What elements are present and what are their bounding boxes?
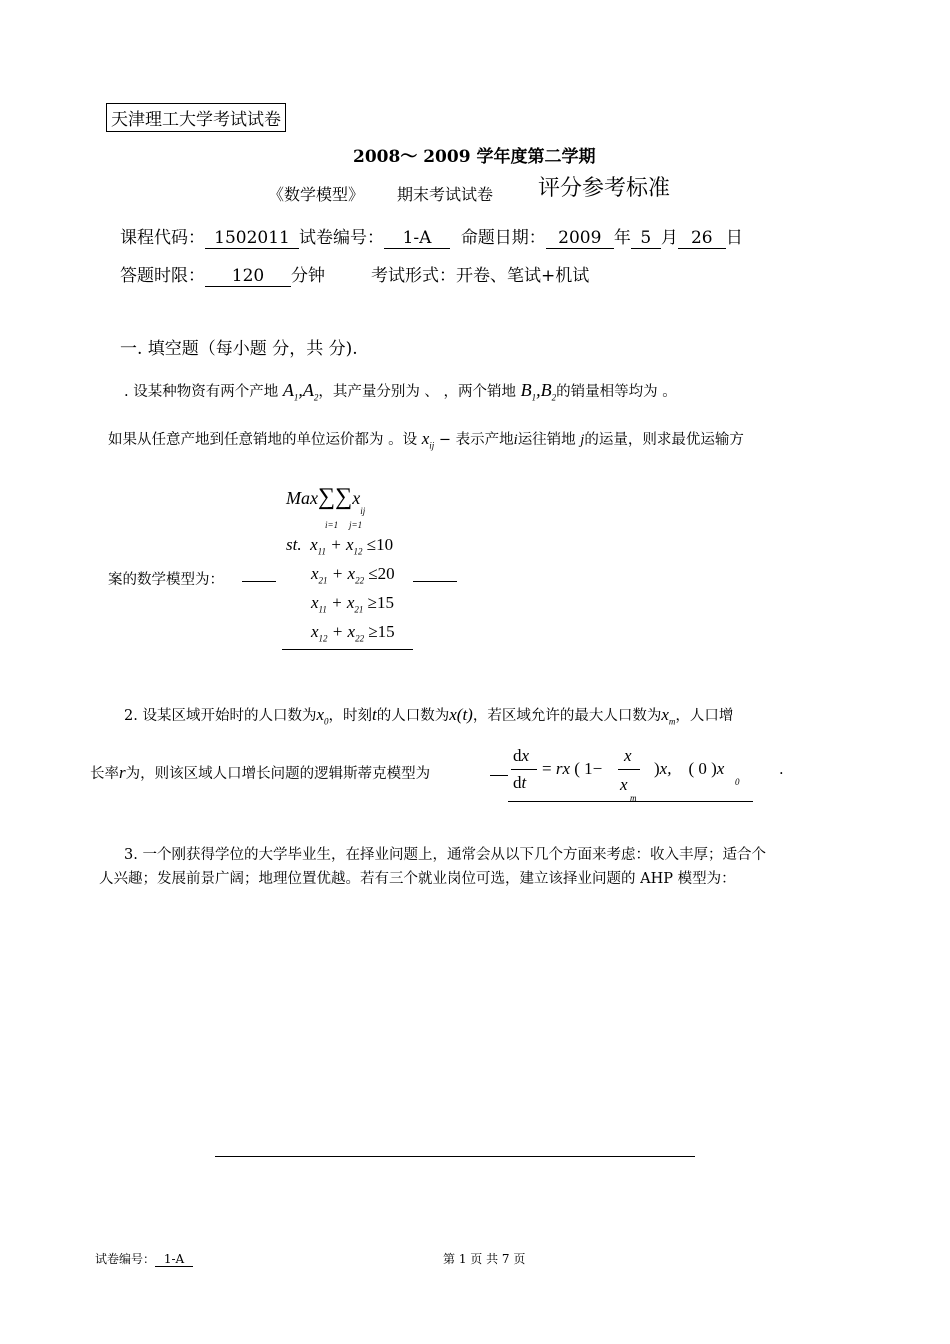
q3-answer-line	[215, 1156, 695, 1157]
q3-line-2: 人兴趣；发展前景广阔；地理位置优越。若有三个就业岗位可选，建立该择业问题的 AHP 模型为：	[99, 871, 736, 887]
constraint-3: $x_{11} + x_{21} \ge 15$	[311, 593, 395, 615]
frac-dt: dt	[513, 773, 527, 792]
course-title: 《数学模型》	[268, 185, 365, 204]
frac-dx: dx	[513, 746, 530, 765]
q3-line-1: 3. 一个刚获得学位的大学毕业生，在择业问题上，通常会从以下几个方面来考虑：收入丰厚；适合个	[124, 847, 766, 863]
month-value: 5	[631, 229, 661, 249]
q1-line-1: . 设某种物资有两个产地 $A_1,A_2$，其产量分别为 、 ，两个销地 $B_1,B_2$的销量相等均为 。	[124, 380, 677, 403]
q2-line-2: 长率r为，则该区域人口增长问题的逻辑斯蒂克模型为	[90, 763, 431, 782]
sum-index-i: i=1	[325, 520, 339, 530]
time-limit-value: 120	[205, 267, 291, 287]
sum-index-j: j=1	[349, 520, 363, 530]
footer-paper-no: 试卷编号： 1-A	[95, 1250, 193, 1267]
term-title: 2008～ 2009 学年度第二学期	[353, 147, 596, 167]
q1-line-3: 案的数学模型为：	[108, 572, 224, 588]
paper-no-value: 1-A	[384, 229, 450, 249]
frac-bar-1	[511, 769, 537, 770]
q1-line-2: 如果从任意产地到任意销地的单位运价都为 。设 $x_{ij}$ − 表示产地i运往销地 j的运量，则求最优运输方	[108, 429, 744, 451]
q2-line-1: 2. 设某区域开始时的人口数为$x_0$，时刻t的人口数为x(t)，若区域允许的最大人口数为$x_m$，人口增	[124, 705, 734, 727]
answer-underline-right	[413, 581, 457, 582]
day-value: 26	[678, 229, 726, 249]
math-A1A2: $A_1,A_2$	[282, 380, 319, 403]
school-name-box: 天津理工大学考试试卷	[106, 103, 286, 132]
footer-page-number: 第 1 页 共 7 页	[443, 1252, 526, 1266]
constraint-4: $x_{12} + x_{22} \ge 15$	[311, 622, 395, 644]
model-underline	[282, 649, 413, 650]
course-info-line: 课程代码： 1502011 试卷编号： 1-A 命题日期： 2009 年 5 月 26 日	[120, 228, 743, 248]
math-xij: $x_{ij}$	[421, 429, 435, 451]
math-B1B2: $B_1,B_2$	[520, 380, 557, 403]
exam-info-line: 答题时限： 120 分钟 考试形式：开卷、笔试+机试	[120, 266, 590, 286]
course-code-value: 1502011	[205, 229, 299, 249]
q2-underline-lead	[490, 775, 508, 776]
q2-period: .	[779, 762, 784, 778]
year-value: 2009	[546, 229, 614, 249]
answer-key-label: 评分参考标准	[538, 176, 671, 201]
section-heading: 一. 填空题（每小题 分，共 分).	[120, 339, 358, 359]
frac-x: x	[624, 746, 632, 765]
constraint-2: $x_{21} + x_{22} \le 20$	[311, 564, 395, 586]
model-objective: $Max\sum\sum x_{ij}$	[286, 484, 366, 516]
q2-underline	[508, 801, 753, 802]
exam-name: 期末考试试卷	[397, 185, 494, 204]
logistic-tail: )x, ( 0 )x	[654, 759, 725, 778]
logistic-rhs: = rx ( 1−	[542, 759, 603, 778]
constraint-1: st. $x_{11} + x_{12} \le 10$	[286, 535, 394, 557]
frac-xm: x	[620, 775, 628, 794]
frac-bar-2	[618, 769, 640, 770]
answer-underline-left	[242, 581, 276, 582]
